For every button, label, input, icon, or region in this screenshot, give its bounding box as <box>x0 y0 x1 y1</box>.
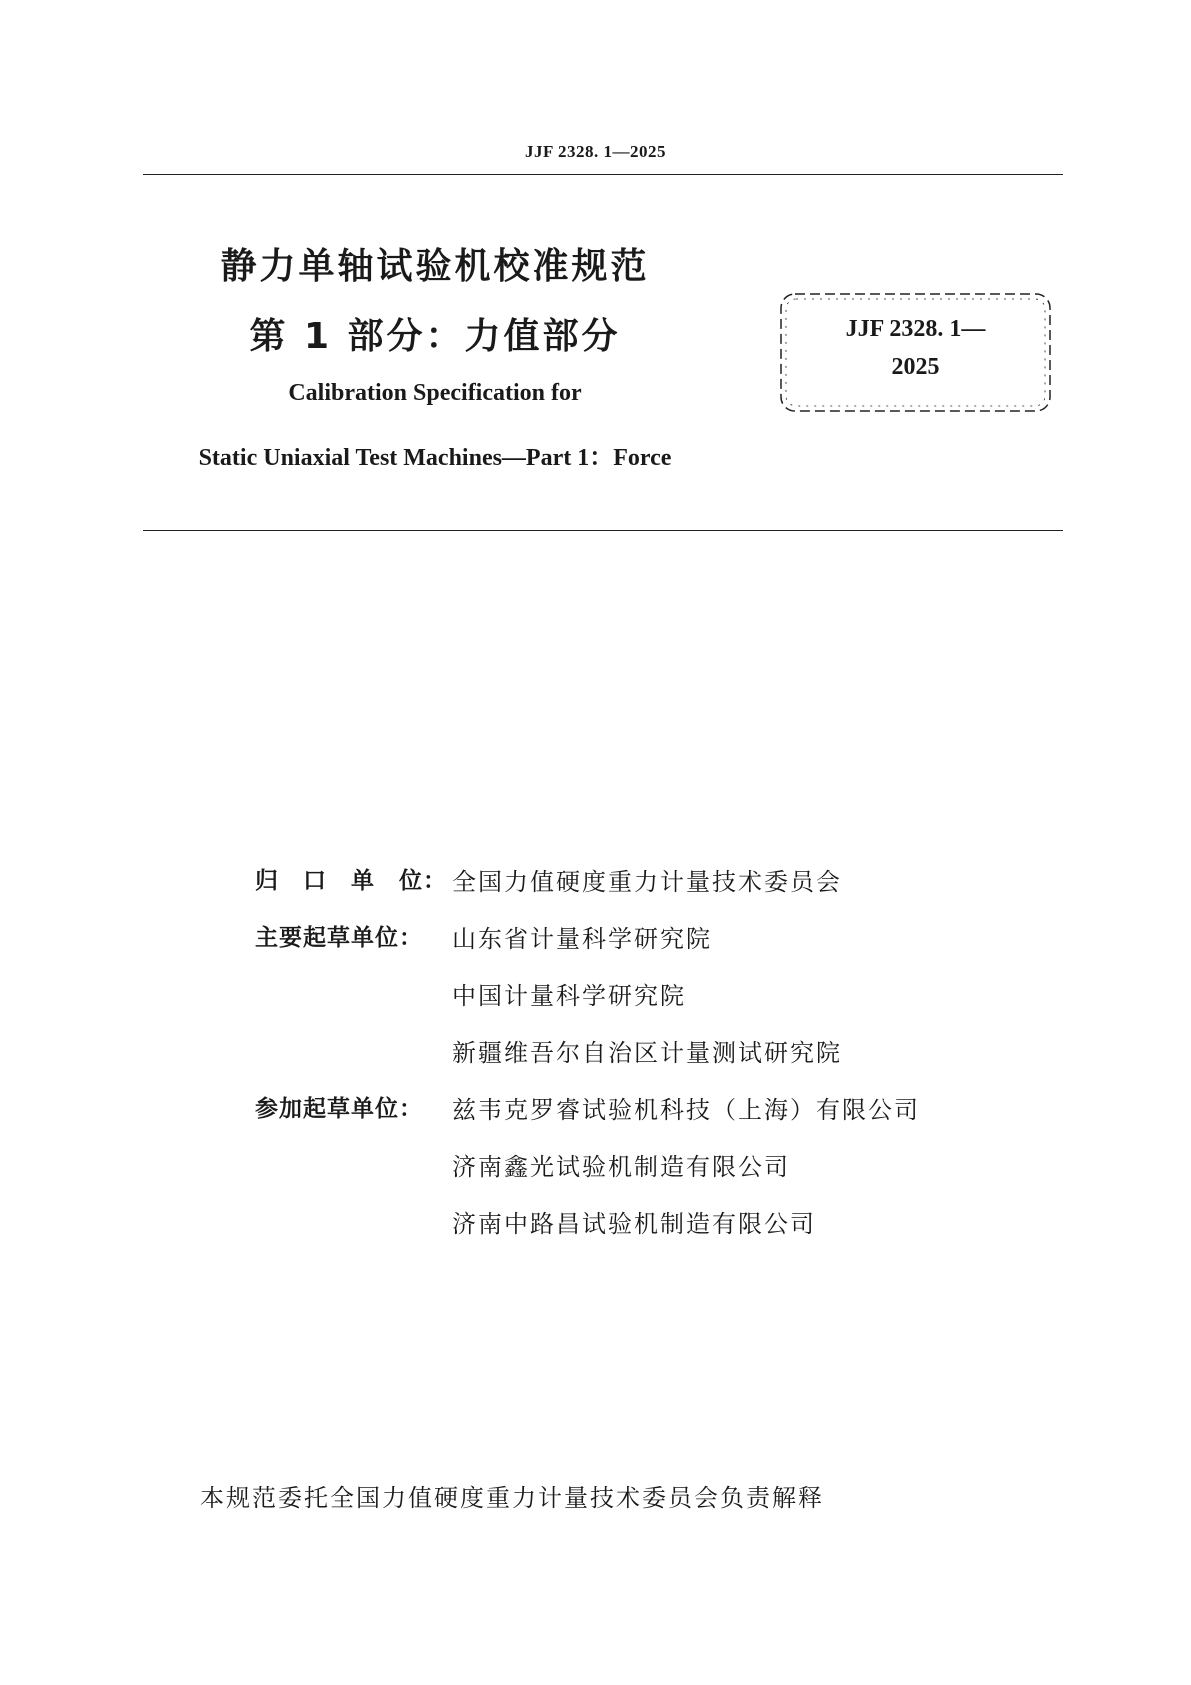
main-drafter-item: 山东省计量科学研究院 <box>452 925 712 953</box>
title-cn-line2: 第 1 部分：力值部分 <box>249 316 621 357</box>
main-drafters-label: 主要起草单位： <box>255 925 423 951</box>
main-drafter-item: 新疆维吾尔自治区计量测试研究院 <box>452 1039 842 1067</box>
title-en-line1: Calibration Specification for <box>288 380 582 406</box>
interpretation-note: 本规范委托全国力值硬度重力计量技术委员会负责解释 <box>200 1484 824 1512</box>
badge-line1: JJF 2328. 1— <box>845 316 986 342</box>
main-drafter-item: 中国计量科学研究院 <box>452 982 686 1010</box>
top-rule <box>143 174 1063 175</box>
participating-drafter-item: 济南鑫光试验机制造有限公司 <box>452 1153 790 1181</box>
title-cn-line1: 静力单轴试验机校准规范 <box>220 246 650 287</box>
title-bottom-rule <box>143 530 1063 531</box>
badge-line2: 2025 <box>891 354 940 380</box>
title-en-line2: Static Uniaxial Test Machines—Part 1：Force <box>198 445 672 471</box>
responsible-unit: 全国力值硬度重力计量技术委员会 <box>452 868 842 896</box>
standard-number-badge <box>777 290 1054 415</box>
responsible-unit-label: 归 口 单 位： <box>255 868 447 894</box>
header-code: JJF 2328. 1—2025 <box>524 142 666 161</box>
participating-drafters-label: 参加起草单位： <box>255 1096 423 1122</box>
participating-drafter-item: 济南中路昌试验机制造有限公司 <box>452 1210 816 1238</box>
participating-drafter-item: 兹韦克罗睿试验机科技（上海）有限公司 <box>452 1096 920 1124</box>
